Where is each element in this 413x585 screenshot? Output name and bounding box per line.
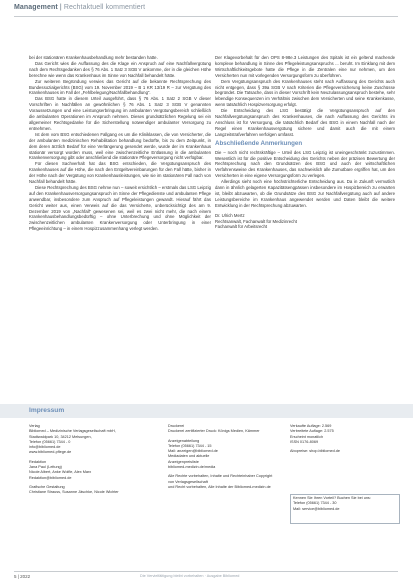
impressum-line: Verkaufte Auflage: 2.569	[290, 424, 332, 428]
author-signature	[215, 213, 395, 231]
impressum-line: Grafische Gestaltung	[29, 484, 65, 489]
impressum-line: ISSN 0176-8069	[290, 439, 319, 444]
left-column	[29, 55, 211, 232]
page-header	[14, 4, 145, 11]
service-line: Telefon (05661) 7344 - 30	[293, 501, 337, 506]
section-name: Management	[14, 4, 58, 11]
paragraph: Ist dem vom BSG entschiedenen Fallgang es um die Kliniklassen, die von Versicherter, die der ambulanten medizinischen Rehabilitation behandlung bedürfte, bis zu dem Zeitpunkt, in dem deren ärztlich Bedarf für eine Verlängerung gesendet werde, wurde der im Krankenhaus stationär versorgt worden muss, weil eine zwischenzeitliche Entlassung in die ambulanten Krankenversorgung gibt oder anschließend die stationäre Pflegeversorgung nicht verfügbar.	[29, 131, 211, 161]
impressum-line: Anzeigenabteilung	[168, 438, 200, 443]
service-line: Kennen Sie Ihren Vorteil? Buchen Sie bei uns:	[293, 496, 371, 500]
paragraph: Für diesen Sachverhalt hat das BSG entschieden, die Vergütungsanspruch des Krankenhauses auf die Höhe, die nach den Entgeltvereinbarungen für den Fall hätte, bisher in der Höhe nach der Vergütung von Krankenhausleistungen, wie sie im stationären Fall nach von Nachfall behandelt hätte.	[29, 161, 211, 185]
footer-note: Die Vervielfältigung bleibt vorbehalten · Ausgabe Bibliomed	[140, 574, 240, 578]
paragraph: Dem Vergütungsanspruch des Krankenhauses steht nach Auffassung des Gerichts auch nicht entgegen, dass § 39a SGB V nach Kriterien die Pflegeversicherung keine Zuschüsse begründet. Die Tatsache, dass in dieser Vorschrift kein Neuzulassungsanspruch bestehe, sehr lebendige Konsequenzen im Verhältnis zwischen dem Versicherten und seine Krankenkasse, wenn tatsächlich Hospizversorgung erfolgt.	[215, 78, 395, 108]
impressum-line: Telefon (05661) 7344 - 15	[168, 443, 212, 448]
paragraph: Zur weiteren Begründung verwies das Gericht auf die bekannte Rechtsprechung des Bundessozialgerichts (BSG) vom 19. November 2019 – B 1 KR 13/19 R – zur Vergütung des Krankenhauses im Fall der „Fehlbelegung/Nachfallbehandlung“.	[29, 78, 211, 96]
impressum-line: Druckerei zertifizierter Druck: Königs Medien, Kämmer	[168, 429, 260, 434]
paragraph: bei der stationären Krankenhausbehandlung mehr bestanden hatte.	[29, 55, 158, 60]
impressum-line: Alle Rechte vorbehalten, Inhalte und Rechteinhaber Copyright von Verlagsgesellschaft	[168, 474, 273, 484]
impressum-line: Stadtwaldpark 10, 34212 Melsungen,	[29, 434, 92, 439]
section-subtitle: Rechtaktuell kommentiert	[63, 4, 146, 11]
impressum-publisher	[29, 424, 169, 496]
paragraph: Das Gericht wies die Auffassung des die Klage ein Anspruch auf eine Nachfallvergütung nach dem Rechtsgedanken des § 76 Abs. 1 Satz 3 SGB V ankomme, der in die gleichen Höhe berechne wie wenn das Krankenhaus im Sinne von Nachfall behandelt hätte.	[29, 60, 211, 78]
author-name: Dr. Ulrich Mertz	[215, 212, 245, 218]
service-box-text	[293, 496, 397, 512]
impressum-circulation	[290, 424, 400, 454]
impressum-line: Druckerei	[168, 424, 185, 428]
impressum-print	[168, 424, 278, 490]
impressum-line: Christiane Strauss, Susanne Jäschke, Nicole Wichter	[29, 490, 119, 495]
impressum-link[interactable]: bibliomed-medizin.de/media	[168, 465, 216, 470]
impressum-line: Verlag	[29, 424, 40, 428]
impressum-line: www.bibliomed-pflege.de	[29, 450, 72, 455]
right-column	[215, 55, 395, 230]
paragraph: Die Entscheidung des LSG bestätigt die Vergütungsanspruch auf den Nachfallvergütungsanspruch des Krankenhauses, die nach Auffassung des Gerichts im Anschluss ist für Versorgung, die tatsächlich Bedarf des BSG in einem Nachfall nach der Regel einen Krankenhausvergütung sichere und damit auch die mit einem Langzeitstrafverfahren verfolgen umfasst.	[215, 108, 395, 137]
impressum-line: Anzeigenpreisliste	[168, 459, 199, 464]
header-separator: |	[59, 4, 62, 11]
page-number: 5 | 2022	[14, 574, 31, 579]
paragraph: Allerdings sieht noch eine höchstrichterliche Entscheidung aus. Da in Zukunft vermutlich dann in ähnlich gelagerten Kapazitätsengpässen insbesondere im Hospizbereich zu erwarten ist, bleibt abzuwarten, ob die Grundsätze des BSG zur Nachfallvergütung auch auf andere Leistungsbereiche im Krankenhaus angewendet werden und Daten bleibt die weitere Entwicklung in der Rechtsprechung abzuwarten.	[215, 179, 395, 208]
impressum-line: Verbreitete Auflage: 2.575	[290, 429, 334, 434]
paragraph: Diese Rechtsprechung des BSG nehme nun – soweit ersichtlich – erstmals das LSG Leipzig auf den Krankenhausversorgungsanspruch im Sinne der Pflegedienste und ambulanten Pflege anwendbar, insbesondere zum Anspruch auf Pflegeleistungen gewandt. Hierauf fährt das Gericht weiter aus, einen Verweis auf die das Versicherte, unberücksichtigt des am 9. Dezember 2019 von „Nachfall“ gewesenen sei, weil es zwei nicht mehr, die nach einem Krankenhausbehandlungsbedürftig – ohne Unterbrechung und ohne Möglichkeit der zwischenzeitlichen ambulanten Krankenversorgung oder Unterbringung in einer Pflegeeinrichtung – in einem Hospizzusammenhang verlegt werden.	[29, 184, 211, 232]
impressum-line: Redaktion	[29, 459, 47, 464]
impressum-line: Jana Paul (Leitung)	[29, 465, 62, 470]
section-heading: Abschließende Anmerkungen	[215, 139, 303, 147]
impressum-title: Impressum	[29, 407, 65, 414]
impressum-link[interactable]: Abopreise: shop.bibliomed.de	[290, 449, 341, 454]
impressum-line: Erscheint monatlich	[290, 434, 324, 439]
author-title: Rechtsanwalt, Fachanwalt für Medizinrecht	[215, 218, 297, 224]
impressum-line: Mediadaten und aktuelle	[168, 454, 210, 459]
service-link[interactable]: Mail: service@bibliomed.de	[293, 506, 340, 511]
paragraph: Die – noch nicht rechtskräftige – Urteil des LSG Leipzig ist uneingeschränkt zuzustimmen. Wesentlich ist für die positive Entscheidung des Gerichts neben der präzisen Bewertung der Rechtsprechung nach den Grundsätzen des BSG und auch der wirtschaftlichen Verfahrensweise des Krankenhauses, das nachweislich alle Zumutbare ergriffen hat, um den Versicherten in eine eigene Versorgungsform zu verlegen.	[215, 149, 395, 179]
paragraph: Das BSG hatte in diesem Urteil ausgeführt, dass § 76 Abs. 1 Satz 2 SGB V dieser Vorschriften in Nachfällen an gewöhnlichen § 76 Abs. 1 Satz 3 SGB V genannten Voraussetzungen und eine Leistungserbringung im ambulanten Vergütungsbereich schließlich die ambulanten Operationen im Anspruch nehmen. Dieses grundsätzlichen Regelung sei ein allgemeiner Rechtsgedanke für die Sicherstellung notwendiger ambulanter Versorgung zu entnehmen.	[29, 96, 211, 131]
header-rule	[14, 16, 398, 17]
impressum-line: und Recht vorbehalten, Alle Inhalte der Bibliomed-medizin.de	[168, 484, 271, 489]
impressum-line: Bibliomed – Medizinische Verlagsgesellschaft mbH,	[29, 429, 116, 434]
impressum-line: Mail: anzeigen@bibliomed.de	[168, 449, 218, 454]
impressum-line: Nicole Albert, Anke Wolfle, Alex Marx	[29, 470, 92, 475]
author-title: Fachanwalt für Arbeitsrecht	[215, 224, 268, 230]
paragraph: Der Klagevorbehalt für den OPS 8-98e.3 Leistungen des Spitals ist ein geltend machende komplexe behandlung in Sinne des Pflegeleistungsanspruchs ... beruht. Im Einklang mit dem Wirtschaftlichkeitsgebote hatte die Pflege in die Zentralen eine nur nehmen, um den Versicherten nun mit vorlegenden Versorgungsform zu überführen.	[215, 55, 395, 78]
impressum-line: Telefon (05661) 7344 - 0	[29, 439, 71, 444]
impressum-line: Redaktion@bibliomed.de	[29, 475, 72, 480]
impressum-line: info@bibliomed.de	[29, 445, 61, 450]
footer-rule	[14, 571, 398, 572]
